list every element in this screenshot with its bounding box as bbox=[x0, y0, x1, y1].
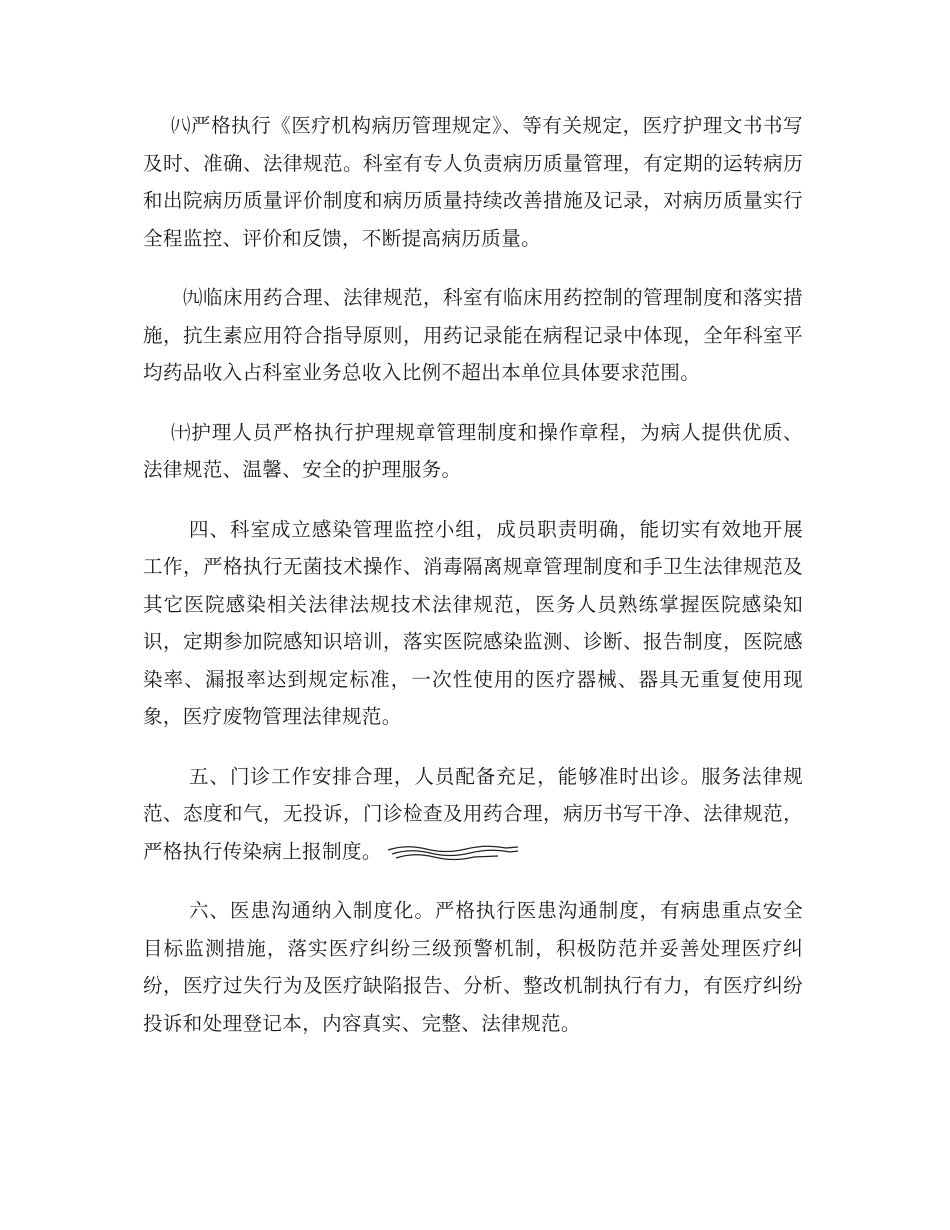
paragraph-outpatient bbox=[143, 758, 803, 871]
document-page bbox=[143, 107, 803, 1064]
paragraph-clinical-medication: ㈨临床用药合理、法律规范，科室有临床用药控制的管理制度和落实措施，抗生素应用符合指导原则，用药记录能在病程记录中体现，全年科室平均药品收入占科室业务总收入比例不超出本单位具体要求范围。 bbox=[143, 286, 803, 384]
paragraph-outpatient-text: 五、门诊工作安排合理，人员配备充足，能够准时出诊。服务法律规范、态度和气，无投诉，门诊检查及用药合理，病历书写干净、法律规范，严格执行传染病上报制度。 bbox=[143, 764, 803, 863]
paragraph-nursing: ㈩护理人员严格执行护理规章管理制度和操作章程，为病人提供优质、法律规范、温馨、安全的护理服务。 bbox=[143, 420, 803, 481]
paragraph-doctor-patient: 六、医患沟通纳入制度化。严格执行医患沟通制度，有病患重点安全目标监测措施，落实医疗纠纷三级预警机制，积极防范并妥善处理医疗纠纷，医疗过失行为及医疗缺陷报告、分析、整改机制执行有力，有医疗纠纷投诉和处理登记本，内容真实、完整、法律规范。 bbox=[143, 899, 803, 1035]
paragraph-medical-records: ㈧严格执行《医疗机构病历管理规定》、等有关规定，医疗护理文书书写及时、准确、法律规范。科室有专人负责病历质量管理，有定期的运转病历和出院病历质量评价制度和病历质量持续改善措施及记录，对病历质量实行全程监控、评价和反馈，不断提高病历质量。 bbox=[143, 114, 803, 250]
paragraph-infection-control: 四、科室成立感染管理监控小组，成员职责明确，能切实有效地开展工作，严格执行无菌技术操作、消毒隔离规章管理制度和手卫生法律规范及其它医院感染相关法律法规技术法律规范，医务人员熟练掌握医院感染知识，定期参加院感知识培训，落实医院感染监测、诊断、报告制度，医院感染率、漏报率达到规定标准，一次性使用的医疗器械、器具无重复使用现象，医疗废物管理法律规范。 bbox=[143, 517, 803, 728]
wavy-underline-mark bbox=[386, 842, 520, 862]
